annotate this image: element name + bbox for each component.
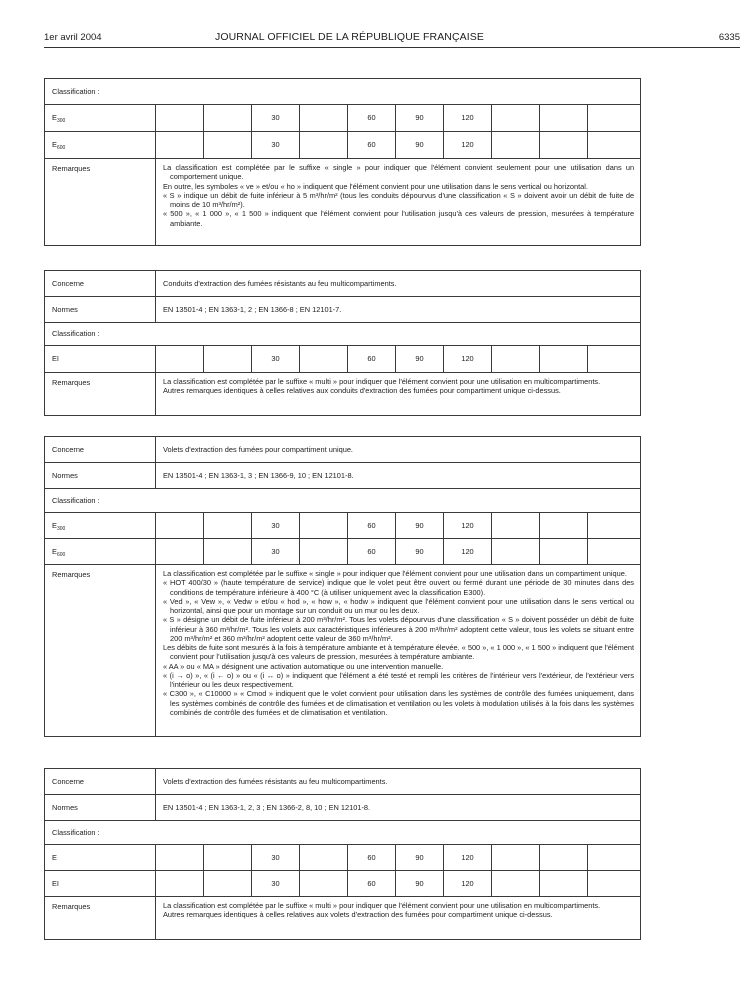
class-values-row (45, 845, 641, 871)
class-duration-cell: 30 (252, 132, 300, 159)
class-duration-cell (204, 513, 252, 539)
concerne-label: Concerne (45, 769, 156, 795)
class-duration-cell: 30 (252, 539, 300, 565)
class-duration-cell (588, 346, 641, 373)
remark-paragraph: « AA » ou « MA » désignent une activation automatique ou une intervention manuelle. (163, 661, 444, 671)
class-duration-cell (492, 539, 540, 565)
remark-paragraph: Autres remarques identiques à celles relatives aux volets d'extraction des fumées pour compartiment unique ci-dessus. (163, 910, 553, 920)
class-duration-cell (588, 539, 641, 565)
journal-title: JOURNAL OFFICIEL DE LA RÉPUBLIQUE FRANÇAISE (215, 31, 484, 43)
class-duration-cell: 60 (348, 871, 396, 897)
classification-label: Classification : (45, 821, 641, 845)
class-duration-cell (540, 871, 588, 897)
class-code-subscript: 300 (56, 525, 66, 532)
class-code (45, 871, 156, 897)
class-values-row (45, 513, 641, 539)
classification-row (45, 323, 641, 346)
class-duration-cell (492, 871, 540, 897)
class-duration-cell (492, 346, 540, 373)
class-code-subscript: 600 (56, 145, 66, 152)
class-duration-cell: 90 (396, 346, 444, 373)
class-duration-cell: 30 (252, 346, 300, 373)
class-duration-cell: 60 (348, 132, 396, 159)
class-code-letter: E (52, 546, 57, 556)
classification-table (44, 436, 641, 737)
class-duration-cell (156, 346, 204, 373)
class-values-row (45, 105, 641, 132)
class-duration-cell (588, 871, 641, 897)
class-code-letter: E (52, 140, 57, 150)
remark-paragraph: « HOT 400/30 » (haute température de service) indique que le volet peut être ouvert ou fermé durant une période de 30 minutes dans des conditions de température inférieure à 400 °C (à utiliser uniquement avec la classification E300). (163, 578, 635, 597)
class-duration-cell (156, 845, 204, 871)
remark-paragraph: La classification est complétée par le suffixe « single » pour indiquer que l'élément convient pour une utilisation dans un compartiment unique. (163, 569, 627, 578)
class-duration-cell (540, 513, 588, 539)
class-code (45, 539, 156, 565)
concerne-label: Concerne (45, 437, 156, 463)
remark-paragraph: « C300 », « C10000 » « Cmod » indiquent que le volet convient pour utilisation dans les systèmes de contrôle des fumées uniquement, dans les systèmes combinés de contrôle des fumées et de climatisation et ventilation ou les volets à modulation utilisés à la fois dans les systèmes combinés de contrôle des fumées et de climatisation et ventilation. (163, 689, 635, 717)
class-duration-cell: 30 (252, 845, 300, 871)
concerne-label: Concerne (45, 271, 156, 297)
class-code (45, 845, 156, 871)
classification-label: Classification : (45, 323, 641, 346)
class-duration-cell: 120 (444, 346, 492, 373)
remark-paragraph: La classification est complétée par le suffixe « single » pour indiquer que l'élément convient seulement pour une utilisation dans un comportement unique. (163, 163, 635, 182)
class-code (45, 513, 156, 539)
remarques-row (45, 373, 641, 416)
class-duration-cell (588, 513, 641, 539)
class-duration-cell (492, 105, 540, 132)
class-duration-cell: 120 (444, 845, 492, 871)
normes-value: EN 13501-4 ; EN 1363-1, 2 ; EN 1366-8 ; EN 12101-7. (156, 297, 641, 323)
class-duration-cell: 30 (252, 871, 300, 897)
remarques-row (45, 565, 641, 737)
class-duration-cell (156, 132, 204, 159)
class-duration-cell (588, 105, 641, 132)
class-code (45, 346, 156, 373)
class-values-row (45, 871, 641, 897)
class-code-letter: E (52, 520, 57, 530)
class-values-row (45, 346, 641, 373)
concerne-row (45, 271, 641, 297)
normes-value: EN 13501-4 ; EN 1363-1, 2, 3 ; EN 1366-2, 8, 10 ; EN 12101-8. (156, 795, 641, 821)
classification-table (44, 270, 641, 416)
class-duration-cell (588, 132, 641, 159)
concerne-value: Volets d'extraction des fumées résistants au feu multicompartiments. (156, 769, 641, 795)
class-duration-cell (156, 871, 204, 897)
normes-label: Normes (45, 795, 156, 821)
class-duration-cell (300, 105, 348, 132)
class-duration-cell: 90 (396, 132, 444, 159)
class-duration-cell (540, 132, 588, 159)
page-number: 6335 (718, 31, 740, 43)
remarques-row (45, 159, 641, 246)
classification-table (44, 768, 641, 940)
class-duration-cell (204, 845, 252, 871)
concerne-value: Volets d'extraction des fumées pour compartiment unique. (156, 437, 641, 463)
remarques-row (45, 897, 641, 940)
remark-paragraph: Les débits de fuite sont mesurés à la fois à température ambiante et à température élevée. « 500 », « 1 000 », « 1 500 » indiquent que l'élément convient pour l'utilisation jusqu'à ces valeurs de pression, mesurées à température ambiante. (163, 643, 635, 662)
class-values-row (45, 539, 641, 565)
normes-row (45, 297, 641, 323)
class-duration-cell (492, 132, 540, 159)
normes-row (45, 463, 641, 489)
class-duration-cell (204, 105, 252, 132)
class-duration-cell: 90 (396, 845, 444, 871)
remark-paragraph: « Ved », « Vew », « Vedw » et/ou « hod », « how », « hodw » indiquent que l'élément convient pour une utilisation dans le sens vertical ou horizontal, ainsi que pour un montage sur un conduit ou un mur ou les deux. (163, 596, 635, 615)
class-duration-cell (204, 346, 252, 373)
class-duration-cell: 60 (348, 539, 396, 565)
class-duration-cell: 120 (444, 132, 492, 159)
class-code-letter: E (52, 852, 57, 862)
class-duration-cell (492, 513, 540, 539)
class-duration-cell: 60 (348, 845, 396, 871)
class-duration-cell: 90 (396, 539, 444, 565)
remarques-text (156, 565, 641, 737)
header-rule (44, 47, 740, 48)
classification-row (45, 821, 641, 845)
remarques-text (156, 373, 641, 416)
normes-label: Normes (45, 297, 156, 323)
class-duration-cell (156, 513, 204, 539)
classification-table (44, 78, 641, 246)
class-duration-cell (300, 132, 348, 159)
remarques-label: Remarques (45, 159, 156, 246)
class-code (45, 132, 156, 159)
class-duration-cell: 60 (348, 513, 396, 539)
normes-label: Normes (45, 463, 156, 489)
class-duration-cell: 60 (348, 105, 396, 132)
class-duration-cell (204, 132, 252, 159)
remark-paragraph: En outre, les symboles « ve » et/ou « ho » indiquent que l'élément convient pour une utilisation dans le sens vertical ou horizontal. (163, 181, 588, 191)
class-duration-cell (300, 871, 348, 897)
class-duration-cell (204, 871, 252, 897)
class-duration-cell: 120 (444, 513, 492, 539)
class-duration-cell (300, 513, 348, 539)
concerne-row (45, 437, 641, 463)
class-duration-cell (156, 105, 204, 132)
class-code-subscript: 300 (56, 118, 66, 125)
classification-row (45, 79, 641, 105)
class-duration-cell: 90 (396, 513, 444, 539)
class-duration-cell (300, 539, 348, 565)
class-duration-cell (540, 105, 588, 132)
class-code (45, 105, 156, 132)
remarques-label: Remarques (45, 897, 156, 940)
remarques-label: Remarques (45, 373, 156, 416)
class-duration-cell (492, 845, 540, 871)
class-duration-cell (540, 539, 588, 565)
class-duration-cell (540, 845, 588, 871)
class-duration-cell: 90 (396, 871, 444, 897)
concerne-row (45, 769, 641, 795)
classification-row (45, 489, 641, 513)
remark-paragraph: La classification est complétée par le suffixe « multi » pour indiquer que l'élément convient pour une utilisation en multicompartiments. (163, 377, 601, 386)
class-duration-cell (300, 346, 348, 373)
remarques-text (156, 897, 641, 940)
class-duration-cell: 120 (444, 105, 492, 132)
concerne-value: Conduits d'extraction des fumées résistants au feu multicompartiments. (156, 271, 641, 297)
remark-paragraph: Autres remarques identiques à celles relatives aux conduits d'extraction des fumées pour compartiment unique ci-dessus. (163, 386, 561, 396)
remark-paragraph: « 500 », « 1 000 », « 1 500 » indiquent que l'élément convient pour l'utilisation jusqu'à ces valeurs de pression, mesurées à température ambiante. (163, 209, 635, 228)
class-duration-cell: 120 (444, 539, 492, 565)
issue-date: 1er avril 2004 (44, 31, 102, 43)
class-duration-cell (204, 539, 252, 565)
class-duration-cell: 120 (444, 871, 492, 897)
class-code-letter: E (52, 113, 57, 123)
class-duration-cell: 30 (252, 105, 300, 132)
classification-label: Classification : (45, 489, 641, 513)
remark-paragraph: La classification est complétée par le suffixe « multi » pour indiquer que l'élément convient pour une utilisation en multicompartiments. (163, 901, 601, 910)
normes-value: EN 13501-4 ; EN 1363-1, 3 ; EN 1366-9, 10 ; EN 12101-8. (156, 463, 641, 489)
class-values-row (45, 132, 641, 159)
class-duration-cell (156, 539, 204, 565)
remarques-label: Remarques (45, 565, 156, 737)
page-header (44, 30, 740, 44)
remark-paragraph: « S » désigne un débit de fuite inférieur à 200 m³/hr/m². Tous les volets dépourvus d'une classification « S » doivent posséder un débit de fuite inférieur à 360 m³/hr/m². Tous les volets aux caractéristiques inférieures à 200 m³/hr/m² adoptent cette valeur, tous les volets se situant entre 200 m³/hr/m² et 360 m³/hr/m² adoptent cette valeur de 360 m³/hr/m². (163, 615, 635, 643)
class-duration-cell: 30 (252, 513, 300, 539)
normes-row (45, 795, 641, 821)
remark-paragraph: « (i → o) », « (i ← o) » ou « (i ↔ o) » indiquent que l'élément a été testé et rempli les critères de l'intérieur vers l'extérieur, de l'extérieur vers l'intérieur ou les deux respectivement. (163, 670, 635, 689)
class-duration-cell (588, 845, 641, 871)
classification-label: Classification : (45, 79, 641, 105)
class-duration-cell: 60 (348, 346, 396, 373)
remark-paragraph: « S » indique un débit de fuite inférieur à 5 m³/hr/m² (tous les conduits dépourvus d'une classification « S » doivent avoir un débit de fuite de moins de 10 m³/hr/m²). (163, 190, 635, 209)
class-duration-cell: 90 (396, 105, 444, 132)
class-duration-cell (300, 845, 348, 871)
class-code-letter: EI (52, 354, 59, 364)
class-duration-cell (540, 346, 588, 373)
class-code-subscript: 600 (56, 551, 66, 558)
remarques-text (156, 159, 641, 246)
class-code-letter: EI (52, 878, 59, 888)
